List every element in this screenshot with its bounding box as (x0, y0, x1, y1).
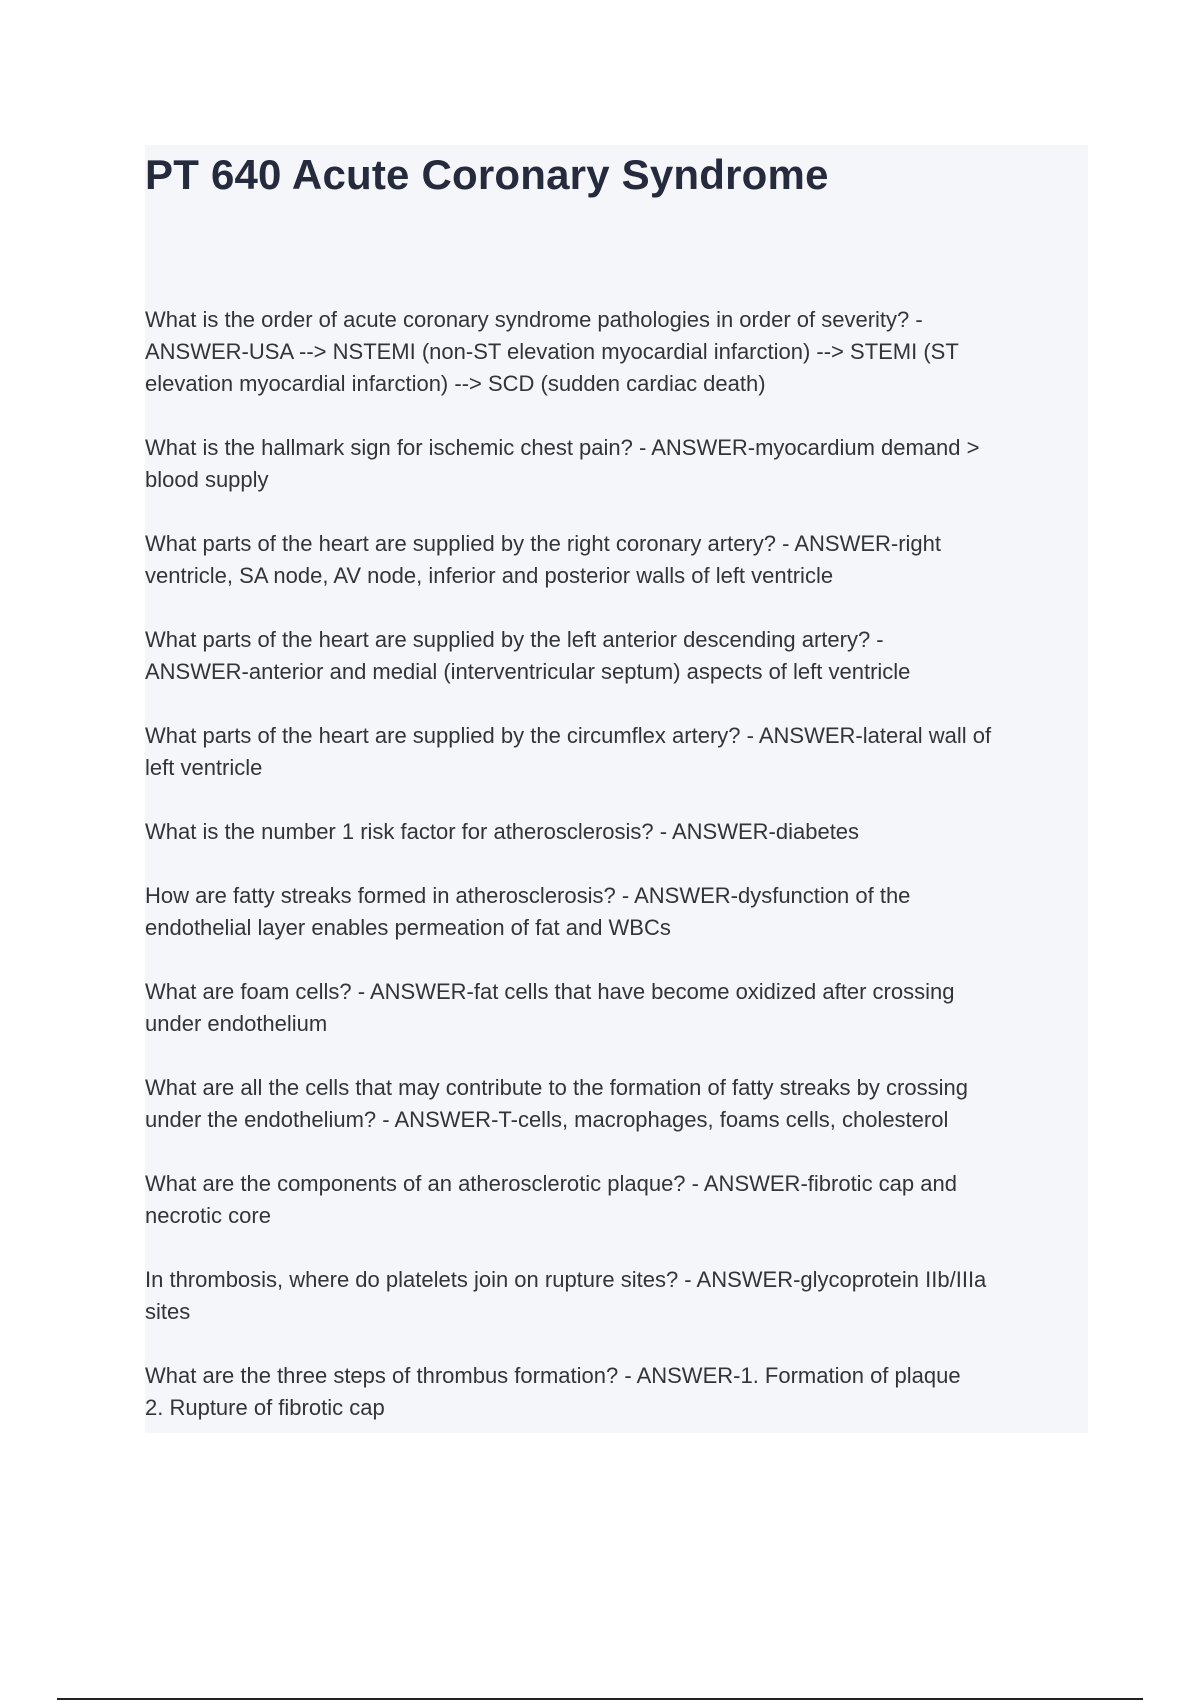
qa-item: What parts of the heart are supplied by the left anterior descending artery? - ANSWER-anterior and medial (interventricular septum) aspects of left ventricle (145, 627, 911, 684)
page-title: PT 640 Acute Coronary Syndrome (145, 151, 829, 198)
qa-item: In thrombosis, where do platelets join on rupture sites? - ANSWER-glycoprotein IIb/IIIa sites (145, 1267, 987, 1324)
qa-list (145, 304, 1085, 1456)
qa-item: What parts of the heart are supplied by the circumflex artery? - ANSWER-lateral wall of left ventricle (145, 723, 992, 780)
qa-item: What are the three steps of thrombus formation? - ANSWER-1. Formation of plaque 2. Rupture of fibrotic cap (145, 1363, 961, 1420)
qa-item: What is the number 1 risk factor for atherosclerosis? - ANSWER-diabetes (145, 819, 860, 844)
qa-item: How are fatty streaks formed in atherosclerosis? - ANSWER-dysfunction of the endothelial layer enables permeation of fat and WBCs (145, 883, 911, 940)
qa-item: What are the components of an atherosclerotic plaque? - ANSWER-fibrotic cap and necrotic core (145, 1171, 957, 1228)
qa-item: What are foam cells? - ANSWER-fat cells that have become oxidized after crossing under endothelium (145, 979, 955, 1036)
qa-item: What parts of the heart are supplied by the right coronary artery? - ANSWER-right ventricle, SA node, AV node, inferior and posterior walls of left ventricle (145, 531, 942, 588)
qa-item: What is the hallmark sign for ischemic chest pain? - ANSWER-myocardium demand > blood supply (145, 435, 980, 492)
qa-item: What are all the cells that may contribute to the formation of fatty streaks by crossing under the endothelium? - ANSWER-T-cells, macrophages, foams cells, cholesterol (145, 1075, 968, 1132)
qa-item: What is the order of acute coronary syndrome pathologies in order of severity? - ANSWER-USA --> NSTEMI (non-ST elevation myocardial infarction) --> STEMI (ST elevation myocardial infarction) --> SCD (sudden cardiac death) (145, 307, 959, 396)
